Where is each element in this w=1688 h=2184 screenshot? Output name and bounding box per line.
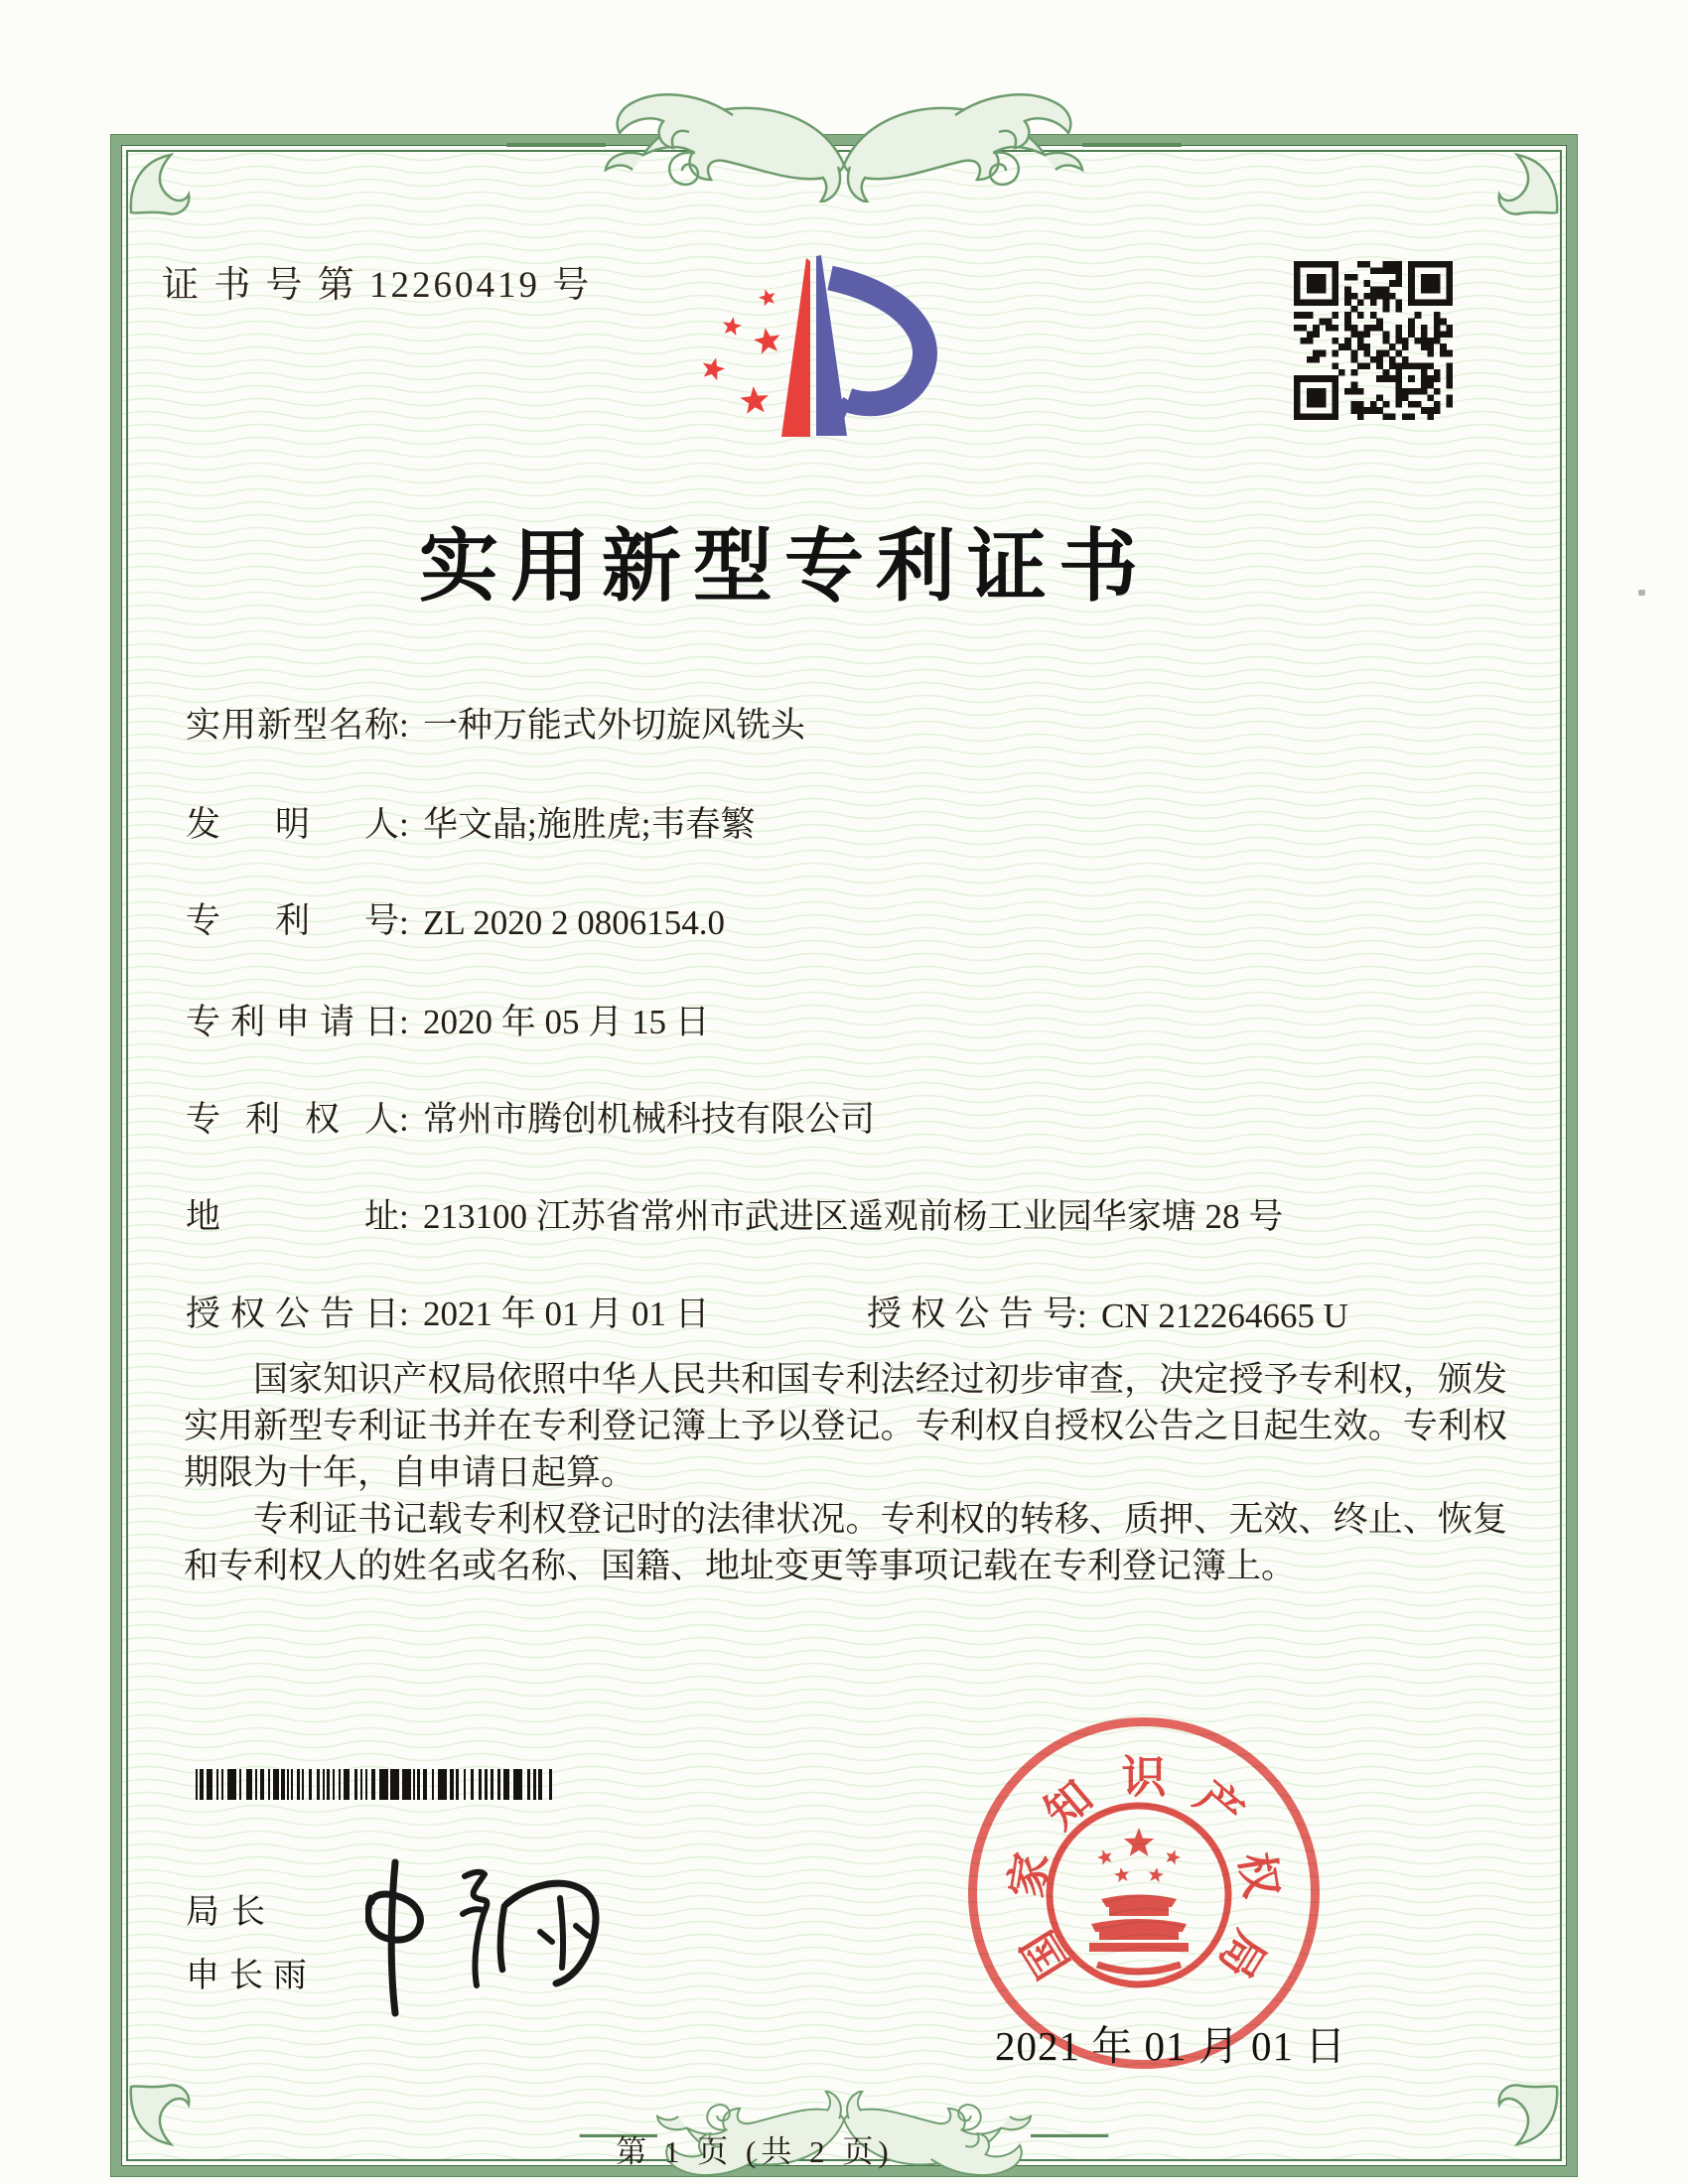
cnipa-logo-icon [635, 226, 953, 470]
seal-ring-char: 局 [1208, 1922, 1275, 1987]
field-colon: : [399, 706, 409, 745]
field-row-name [186, 698, 1576, 748]
field-pair-grant-number [867, 1287, 1348, 1336]
field-value: 常州市腾创机械科技有限公司 [423, 1100, 876, 1139]
field-colon: : [399, 1295, 409, 1333]
field-label: 授权公告号 [867, 1295, 1077, 1333]
field-colon: : [1077, 1297, 1087, 1335]
field-label: 地址 [186, 1197, 399, 1236]
field-colon: : [399, 1003, 409, 1041]
field-row-inventors [186, 797, 1576, 847]
field-colon: : [399, 1100, 409, 1139]
field-row-filing-date [186, 995, 1576, 1044]
seal-ring-char: 识 [1121, 1752, 1167, 1803]
field-colon: : [399, 1197, 409, 1236]
corner-ornament-top-right [1495, 151, 1561, 216]
legal-paragraph-1: 国家知识产权局依照中华人民共和国专利法经过初步审查，决定授予专利权，颁发实用新型专利证书并在专利登记簿上予以登记。专利权自授权公告之日起生效。专利权期限为十年，自申请日起算。 [184, 1360, 1507, 1492]
corner-ornament-top-left [127, 151, 193, 216]
barcode-icon [196, 1769, 553, 1800]
seal-ring-char: 国 [1013, 1922, 1079, 1987]
certificate-title: 实用新型专利证书 [419, 524, 1150, 612]
seal-ring-char: 知 [1035, 1771, 1102, 1840]
field-label: 专利权人 [186, 1100, 399, 1139]
scan-artifact-dot [1638, 590, 1645, 596]
field-value: 2020 年 05 月 15 日 [423, 1003, 710, 1041]
legal-text-block [184, 1356, 1507, 1589]
field-row-patent-number [186, 893, 1576, 943]
field-colon: : [399, 903, 409, 942]
field-label: 实用新型名称 [186, 706, 399, 745]
field-label: 发明人 [186, 805, 399, 844]
page-number: 第 1 页 (共 2 页) [616, 2134, 894, 2169]
field-label: 专利申请日 [186, 1003, 399, 1041]
legal-paragraph-2: 专利证书记载专利权登记时的法律状况。专利权的转移、质押、无效、终止、恢复和专利权人的姓名或名称、国籍、地址变更等事项记载在专利登记簿上。 [184, 1500, 1507, 1585]
director-name: 申长雨 [186, 1957, 317, 1994]
field-row-address [186, 1189, 1576, 1239]
field-value: 213100 江苏省常州市武进区遥观前杨工业园华家塘 28 号 [423, 1197, 1284, 1236]
certificate-number: 证 书 号 第 12260419 号 [162, 265, 593, 306]
field-value: 华文晶;施胜虎;韦春繁 [423, 805, 756, 844]
qr-code-icon [1294, 261, 1453, 420]
national-emblem-icon [1040, 1796, 1238, 1994]
field-row-patentee [186, 1092, 1576, 1142]
field-label: 授权公告日 [186, 1295, 399, 1333]
seal-ring-char: 权 [1229, 1848, 1287, 1901]
field-value: CN 212264665 U [1101, 1297, 1348, 1335]
field-value: ZL 2020 2 0806154.0 [423, 903, 725, 942]
director-signature-icon [365, 1854, 609, 2023]
field-value: 一种万能式外切旋风铣头 [423, 706, 806, 745]
field-label: 专利号 [186, 901, 399, 940]
seal-date: 2021 年 01 月 01 日 [995, 2023, 1347, 2069]
director-title: 局长 [186, 1893, 277, 1931]
top-flourish-ornament [506, 83, 1182, 203]
field-colon: : [399, 805, 409, 844]
field-row-grant-date [186, 1287, 1576, 1336]
seal-ring-char: 产 [1186, 1771, 1253, 1840]
seal-ring-char: 家 [1001, 1848, 1058, 1901]
field-value: 2021 年 01 月 01 日 [423, 1295, 710, 1333]
